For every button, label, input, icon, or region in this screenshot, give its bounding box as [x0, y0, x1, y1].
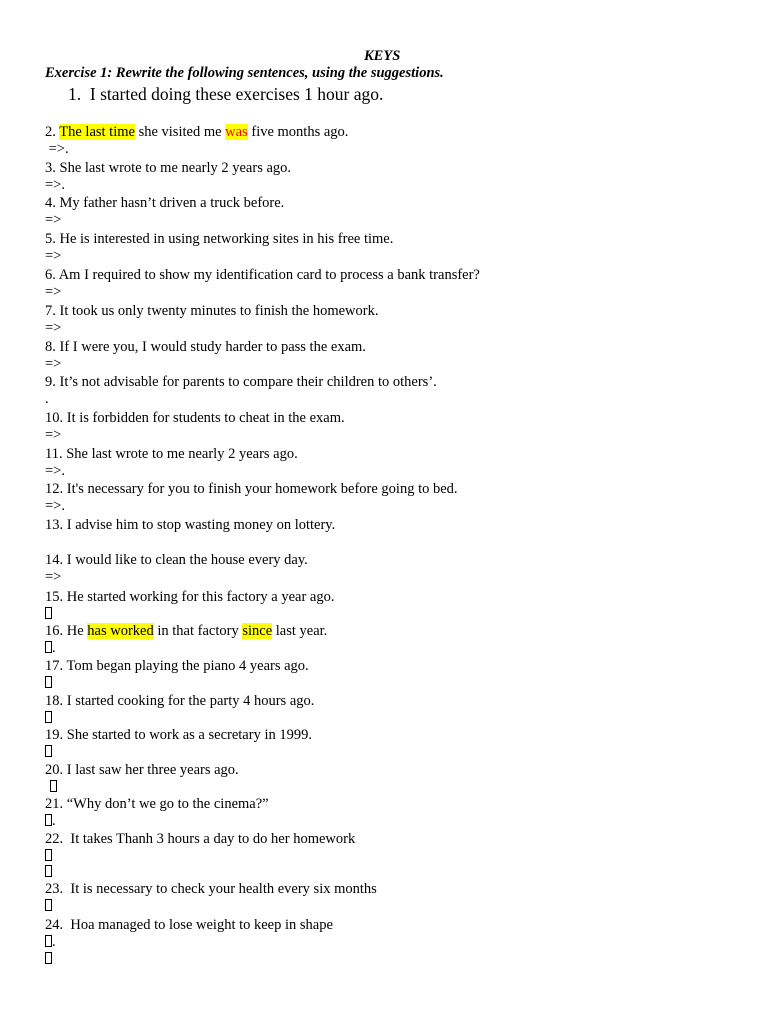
item-8: 8. If I were you, I would study harder to pass the exam.	[45, 339, 366, 355]
answer-box-icon	[45, 745, 52, 757]
item-2-answer: =>.	[45, 141, 69, 157]
highlight-has-worked: has worked	[87, 623, 154, 639]
item-1-text: I started doing these exercises 1 hour ago.	[89, 84, 384, 104]
item-18: 18. I started cooking for the party 4 hours ago.	[45, 693, 315, 709]
item-17-answer-box	[45, 675, 52, 692]
answer-box-icon	[45, 711, 52, 723]
answer-box-icon	[45, 849, 52, 861]
item-22-answer-box-2	[45, 864, 52, 881]
page-title: KEYS	[364, 48, 401, 64]
item-11: 11. She last wrote to me nearly 2 years ago.	[45, 446, 298, 462]
answer-box-icon	[45, 952, 52, 964]
item-8-answer: =>	[45, 356, 62, 372]
exercise-heading: Exercise 1: Rewrite the following sentences, using the suggestions.	[45, 65, 444, 81]
item-22-answer-box-1	[45, 848, 52, 865]
item-7: 7. It took us only twenty minutes to finish the homework.	[45, 303, 379, 319]
item-10-answer: =>	[45, 427, 62, 443]
item-24-answer-box-2	[45, 951, 52, 968]
item-2	[45, 124, 348, 141]
item-16-text-part: in that factory	[153, 623, 243, 639]
item-10: 10. It is forbidden for students to cheat in the exam.	[45, 410, 345, 426]
answer-box-icon	[45, 935, 52, 947]
item-4: 4. My father hasn’t driven a truck before.	[45, 195, 285, 211]
item-20: 20. I last saw her three years ago.	[45, 762, 239, 778]
item-12: 12. It's necessary for you to finish your homework before going to bed.	[45, 481, 458, 497]
answer-box-icon	[45, 814, 52, 826]
item-24-answer-suffix: .	[52, 934, 56, 950]
item-2-number: 2.	[45, 124, 56, 140]
highlight-was: was	[225, 124, 248, 140]
item-16-answer-suffix: .	[52, 640, 56, 656]
item-22: 22. It takes Thanh 3 hours a day to do her homework	[45, 831, 356, 847]
item-18-answer-box	[45, 710, 52, 727]
item-2-text-end: five months ago.	[247, 124, 349, 140]
item-19: 19. She started to work as a secretary in 1999.	[45, 727, 312, 743]
item-9-answer: .	[45, 391, 49, 407]
item-15: 15. He started working for this factory a year ago.	[45, 589, 335, 605]
item-5: 5. He is interested in using networking sites in his free time.	[45, 231, 394, 247]
answer-box-icon	[45, 607, 52, 619]
item-20-answer-box	[50, 779, 57, 796]
answer-box-icon	[45, 641, 52, 653]
item-6: 6. Am I required to show my identification card to process a bank transfer?	[45, 267, 480, 283]
item-14-answer: =>	[45, 569, 62, 585]
item-19-answer-box	[45, 744, 52, 761]
highlight-the-last-time: The last time	[59, 124, 135, 140]
item-9: 9. It’s not advisable for parents to compare their children to others’.	[45, 374, 437, 390]
item-16-text-start: He	[66, 623, 88, 639]
item-7-answer: =>	[45, 320, 62, 336]
item-1	[68, 84, 383, 104]
item-1-number: 1.	[68, 84, 82, 104]
item-11-answer: =>.	[45, 463, 65, 479]
answer-box-icon	[45, 676, 52, 688]
item-24-answer	[45, 934, 56, 951]
answer-box-icon	[45, 865, 52, 877]
item-23-answer-box	[45, 898, 52, 915]
item-24: 24. Hoa managed to lose weight to keep in shape	[45, 917, 333, 933]
item-14: 14. I would like to clean the house every day.	[45, 552, 308, 568]
item-16-number: 16.	[45, 623, 67, 639]
item-6-answer: =>	[45, 284, 62, 300]
item-3: 3. She last wrote to me nearly 2 years ago.	[45, 160, 292, 176]
item-21: 21. “Why don’t we go to the cinema?”	[45, 796, 269, 812]
item-16-answer	[45, 640, 56, 657]
item-4-answer: =>	[45, 212, 62, 228]
item-5-answer: =>	[45, 248, 62, 264]
item-3-answer: =>.	[45, 177, 65, 193]
item-13: 13. I advise him to stop wasting money on lottery.	[45, 517, 336, 533]
item-21-answer	[45, 813, 56, 830]
highlight-since: since	[242, 623, 273, 639]
item-15-answer-box	[45, 606, 52, 623]
item-17: 17. Tom began playing the piano 4 years ago.	[45, 658, 309, 674]
item-21-answer-suffix: .	[52, 813, 56, 829]
answer-box-icon	[45, 899, 52, 911]
item-16	[45, 623, 327, 640]
item-23: 23. It is necessary to check your health every six months	[45, 881, 377, 897]
item-2-text-part: she visited me	[134, 124, 226, 140]
item-16-text-end: last year.	[272, 623, 328, 639]
item-12-answer: =>.	[45, 498, 65, 514]
answer-box-icon	[50, 780, 57, 792]
